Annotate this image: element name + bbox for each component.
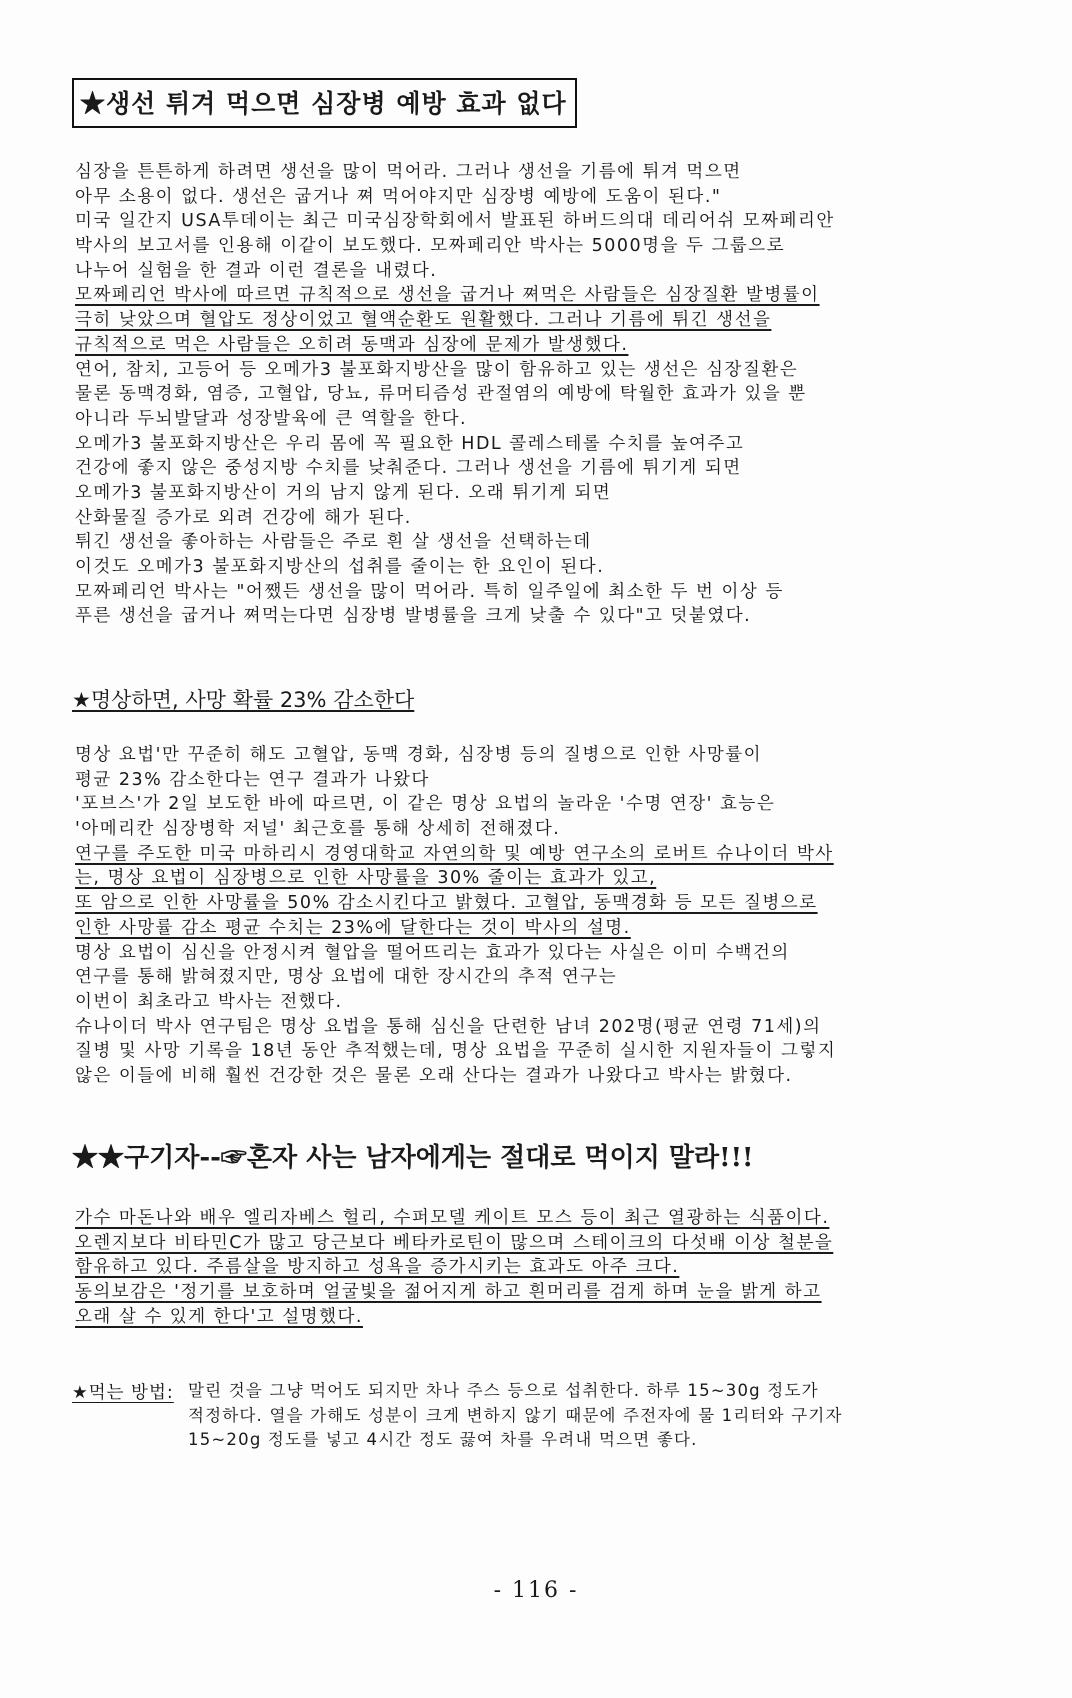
section-2-body bbox=[75, 743, 955, 1089]
body-line: 박사의 보고서를 인용해 이같이 보도했다. 모짜페리안 박사는 5000명을 두 그룹으로 bbox=[75, 236, 786, 257]
body-line: 산화물질 증가로 외려 건강에 해가 된다. bbox=[75, 507, 412, 528]
body-line: 아니라 두뇌발달과 성장발육에 큰 역할을 한다. bbox=[75, 408, 468, 429]
body-line: 물론 동맥경화, 염증, 고혈압, 당뇨, 류머티즘성 관절염의 예방에 탁월한 효과가 있을 뿐 bbox=[75, 384, 807, 405]
body-line: 건강에 좋지 않은 중성지방 수치를 낮춰준다. 그러나 생선을 기름에 튀기게 되면 bbox=[75, 458, 742, 479]
body-line: 푸른 생선을 굽거나 쪄먹는다면 심장병 발병률을 크게 낮출 수 있다"고 덧붙였다. bbox=[75, 606, 752, 627]
method-line: 말린 것을 그냥 먹어도 되지만 차나 주스 등으로 섭취한다. 하루 15~30g 정도가 bbox=[188, 1381, 819, 1400]
underlined-line: 극히 낮았으며 혈압도 정상이었고 혈액순환도 원활했다. 그러나 기름에 튀긴 생선을 bbox=[75, 310, 772, 331]
body-line: 이번이 최초라고 박사는 전했다. bbox=[75, 991, 343, 1012]
page-number: - 116 - bbox=[493, 1578, 579, 1603]
body-line: 심장을 튼튼하게 하려면 생선을 많이 먹어라. 그러나 생선을 기름에 튀겨 먹으면 bbox=[75, 162, 742, 182]
section-1-body bbox=[75, 160, 955, 629]
method-line: 15~20g 정도를 넣고 4시간 정도 끓여 차를 우려내 먹으면 좋다. bbox=[188, 1430, 698, 1450]
section-1-title: ★생선 튀겨 먹으면 심장병 예방 효과 없다 bbox=[72, 78, 577, 128]
body-line: 아무 소용이 없다. 생선은 굽거나 쪄 먹어야지만 심장병 예방에 도움이 된다." bbox=[75, 186, 722, 207]
underlined-line: 오렌지보다 비타민C가 많고 당근보다 베타카로틴이 많으며 스테이크의 다섯배 이상 철분을 bbox=[75, 1232, 834, 1253]
method-line: 적정하다. 열을 가해도 성분이 크게 변하지 않기 때문에 주전자에 물 1리터와 구기자 bbox=[188, 1405, 843, 1425]
body-line: 오메가3 불포화지방산이 거의 남지 않게 된다. 오래 튀기게 되면 bbox=[75, 482, 612, 503]
body-line: '포브스'가 2일 보도한 바에 따르면, 이 같은 명상 요법의 놀라운 '수명 연장' 효능은 bbox=[75, 794, 776, 815]
underlined-line: 또 암으로 인한 사망률을 50% 감소시킨다고 밝혔다. 고혈압, 동맥경화 등 모든 질병으로 bbox=[75, 893, 818, 914]
underlined-line: 인한 사망률 감소 평균 수치는 23%에 달한다는 것이 박사의 설명. bbox=[75, 917, 631, 938]
body-line: 평균 23% 감소한다는 연구 결과가 나왔다 bbox=[75, 769, 430, 790]
underlined-line: 연구를 주도한 미국 마하리시 경영대학교 자연의학 및 예방 연구소의 로버트 슈나이더 박사 bbox=[75, 843, 834, 864]
body-line: 슈나이더 박사 연구팀은 명상 요법을 통해 심신을 단련한 남녀 202명(평균 연령 71세)의 bbox=[75, 1016, 822, 1037]
body-line: 연구를 통해 밝혀졌지만, 명상 요법에 대한 장시간의 추적 연구는 bbox=[75, 967, 618, 988]
body-line: 연어, 참치, 고등어 등 오메가3 불포화지방산을 많이 함유하고 있는 생선은 심장질환은 bbox=[75, 359, 799, 380]
section-3-title: ★★구기자--☞혼자 사는 남자에게는 절대로 먹이지 말라!!! bbox=[72, 1143, 754, 1173]
body-line: 명상 요법이 심신을 안정시켜 혈압을 떨어뜨리는 효과가 있다는 사실은 이미 수백건의 bbox=[75, 942, 790, 963]
underlined-line: 함유하고 있다. 주름살을 방지하고 성욕을 증가시키는 효과도 아주 크다. bbox=[75, 1257, 680, 1278]
underlined-line: 오래 살 수 있게 한다'고 설명했다. bbox=[75, 1306, 363, 1327]
body-line: 명상 요법'만 꾸준히 해도 고혈압, 동맥 경화, 심장병 등의 질병으로 인한 사망률이 bbox=[75, 745, 763, 765]
body-line: 오메가3 불포화지방산은 우리 몸에 꼭 필요한 HDL 콜레스테롤 수치를 높여주고 bbox=[75, 433, 745, 454]
underlined-line: 동의보감은 '정기를 보호하며 얼굴빛을 젊어지게 하고 흰머리를 검게 하며 눈을 밝게 하고 bbox=[75, 1282, 822, 1303]
body-line: '아메리칸 심장병학 저널' 최근호를 통해 상세히 전해졌다. bbox=[75, 819, 561, 840]
method-text bbox=[188, 1379, 843, 1453]
underlined-line: 가수 마돈나와 배우 엘리자베스 헐리, 수퍼모델 케이트 모스 등이 최근 열광하는 식품이다. bbox=[75, 1208, 830, 1228]
method-label: ★먹는 방법: bbox=[72, 1383, 174, 1403]
body-line: 미국 일간지 USA투데이는 최근 미국심장학회에서 발표된 하버드의대 데리어쉬 모짜페리안 bbox=[75, 211, 835, 232]
body-line: 이것도 오메가3 불포화지방산의 섭취를 줄이는 한 요인이 된다. bbox=[75, 557, 605, 577]
section-3-body bbox=[75, 1206, 955, 1329]
body-line: 모짜페리언 박사는 "어쨌든 생선을 많이 먹어라. 특히 일주일에 최소한 두 번 이상 등 bbox=[75, 581, 784, 602]
underlined-line: 모짜페리언 박사에 따르면 규칙적으로 생선을 굽거나 쪄먹은 사람들은 심장질환 발병률이 bbox=[75, 285, 820, 306]
underlined-line: 는, 명상 요법이 심장병으로 인한 사망률을 30% 줄이는 효과가 있고, bbox=[75, 868, 657, 889]
section-2-title: ★명상하면, 사망 확률 23% 감소한다 bbox=[72, 688, 415, 712]
body-line: 튀긴 생선을 좋아하는 사람들은 주로 흰 살 생선을 선택하는데 bbox=[75, 532, 592, 553]
body-line: 않은 이들에 비해 훨씬 건강한 것은 물론 오래 산다는 결과가 나왔다고 박사는 밝혔다. bbox=[75, 1065, 793, 1086]
body-line: 나누어 실험을 한 결과 이런 결론을 내렸다. bbox=[75, 260, 438, 281]
underlined-line: 규칙적으로 먹은 사람들은 오히려 동맥과 심장에 문제가 발생했다. bbox=[75, 334, 629, 355]
body-line: 질병 및 사망 기록을 18년 동안 추적했는데, 명상 요법을 꾸준히 실시한 지원자들이 그렇지 bbox=[75, 1041, 837, 1062]
